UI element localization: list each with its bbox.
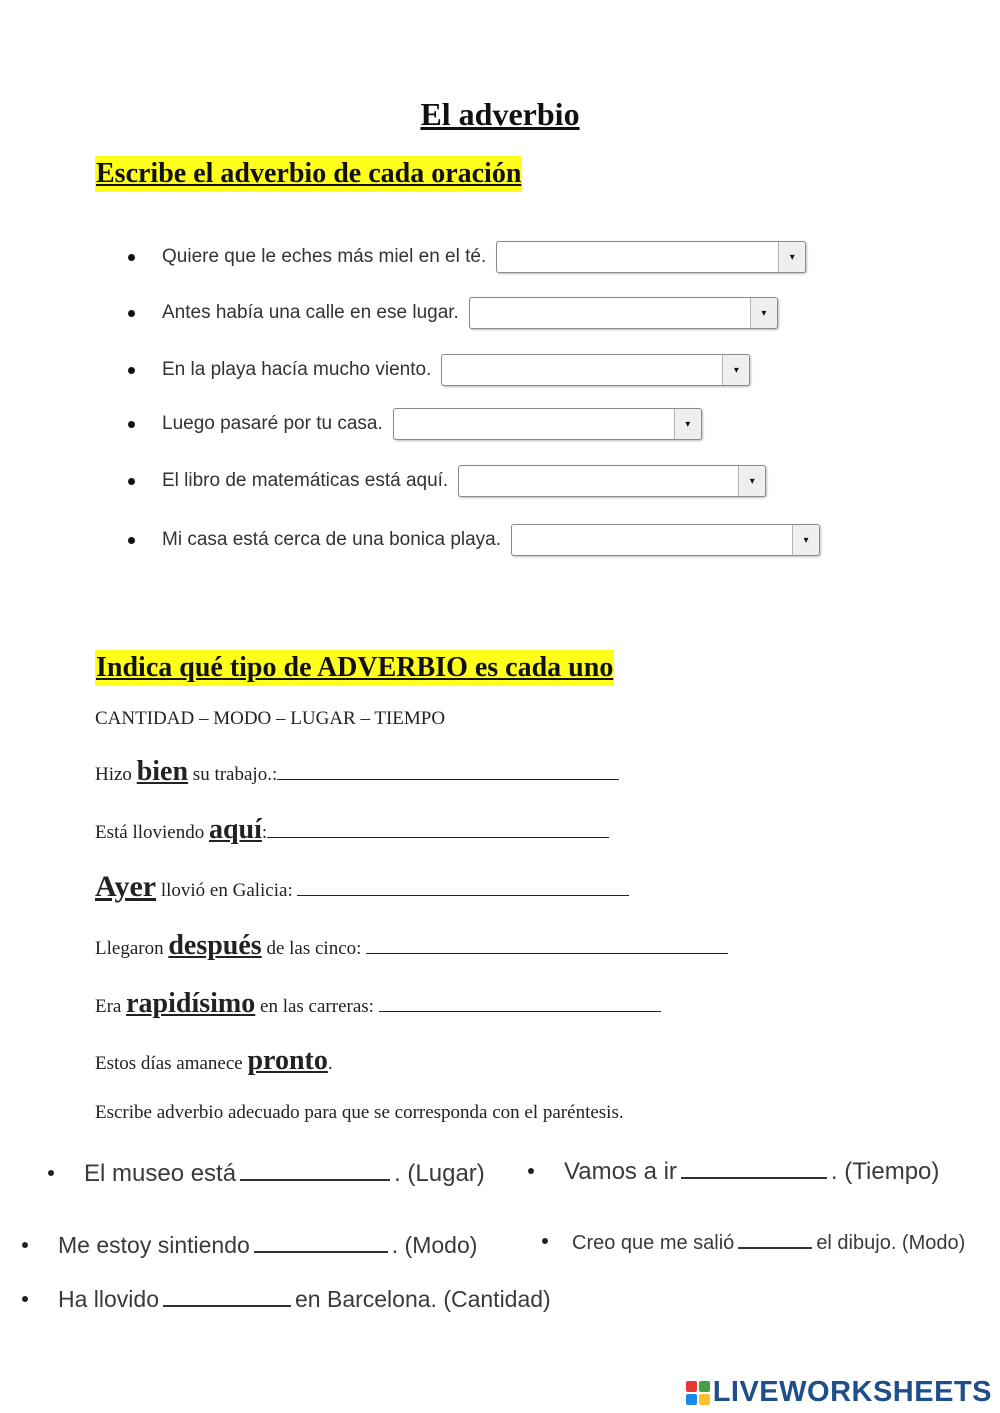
fill-in-text: Ha llovido <box>58 1286 159 1312</box>
bullet-icon <box>128 310 135 317</box>
question-row <box>128 241 806 273</box>
adverb-word: aquí <box>208 814 262 845</box>
dropdown-value <box>512 525 792 555</box>
logo-square-red <box>686 1381 697 1392</box>
exercise-line <box>95 1045 333 1077</box>
answer-dropdown[interactable] <box>441 354 750 386</box>
bullet-icon <box>48 1170 54 1176</box>
fill-in-text: Creo que me salió <box>572 1232 735 1254</box>
question-row <box>128 524 820 556</box>
adverb-word: rapidísimo <box>126 988 256 1019</box>
line-text: . <box>327 1053 333 1074</box>
dropdown-value <box>497 242 778 272</box>
answer-blank[interactable] <box>297 894 629 896</box>
line-text: Era <box>95 996 127 1017</box>
section-1-heading: Escribe el adverbio de cada oración <box>95 156 522 192</box>
bullet-icon <box>128 421 135 428</box>
logo-square-blue <box>686 1394 697 1405</box>
logo-icon <box>686 1381 710 1405</box>
adverb-word: después <box>168 930 262 961</box>
bullet-icon <box>22 1296 28 1302</box>
chevron-down-icon[interactable]: ▾ <box>778 242 805 272</box>
exercise-line <box>95 756 619 788</box>
answer-dropdown[interactable] <box>511 524 820 556</box>
logo-square-yellow <box>699 1394 710 1405</box>
line-text: : <box>261 822 268 843</box>
answer-blank[interactable] <box>738 1247 812 1249</box>
line-text: Está lloviendo <box>95 822 209 843</box>
chevron-down-icon[interactable]: ▾ <box>674 409 701 439</box>
question-row <box>128 465 766 497</box>
fill-in-text: . (Tiempo) <box>830 1158 940 1185</box>
answer-dropdown[interactable] <box>458 465 766 497</box>
bullet-icon <box>22 1242 28 1248</box>
line-text: Llegaron <box>95 938 169 959</box>
fill-in-text: . (Lugar) <box>394 1160 485 1187</box>
question-sentence: En la playa hacía mucho viento. <box>162 359 432 380</box>
line-text: Estos días amanece <box>95 1053 248 1074</box>
adverb-word: Ayer <box>95 870 157 903</box>
chevron-down-icon[interactable]: ▾ <box>722 355 749 385</box>
fill-in-text: Me estoy sintiendo <box>58 1232 250 1258</box>
question-row <box>128 354 750 386</box>
fill-in-item <box>528 1158 939 1186</box>
bullet-icon <box>542 1238 548 1244</box>
line-text: en las carreras: <box>255 996 379 1017</box>
section-2-heading: Indica qué tipo de ADVERBIO es cada uno <box>95 650 614 686</box>
adverb-types: CANTIDAD – MODO – LUGAR – TIEMPO <box>95 708 446 729</box>
answer-blank[interactable] <box>277 778 619 780</box>
exercise-line <box>95 814 609 846</box>
answer-blank[interactable] <box>366 952 728 954</box>
question-sentence: El libro de matemáticas está aquí. <box>162 470 449 491</box>
answer-blank[interactable] <box>163 1305 291 1307</box>
answer-dropdown[interactable] <box>496 241 806 273</box>
adverb-word: pronto <box>247 1045 328 1076</box>
fill-in-text: en Barcelona. (Cantidad) <box>295 1286 551 1312</box>
fill-in-text: El museo está <box>84 1160 237 1187</box>
question-sentence: Luego pasaré por tu casa. <box>162 413 383 434</box>
liveworksheets-logo <box>686 1376 992 1409</box>
bullet-icon <box>128 537 135 544</box>
chevron-down-icon[interactable]: ▾ <box>750 298 777 328</box>
fill-in-item <box>22 1286 551 1313</box>
answer-blank[interactable] <box>240 1179 390 1181</box>
bullet-icon <box>528 1168 534 1174</box>
question-row <box>128 408 702 440</box>
answer-blank[interactable] <box>267 836 609 838</box>
chevron-down-icon[interactable]: ▾ <box>738 466 765 496</box>
bullet-icon <box>128 478 135 485</box>
dropdown-value <box>394 409 674 439</box>
line-text: Hizo <box>95 764 137 785</box>
line-text: de las cinco: <box>261 938 367 959</box>
question-sentence: Quiere que le eches más miel en el té. <box>162 246 487 267</box>
fill-in-text: Vamos a ir <box>564 1158 677 1185</box>
dropdown-value <box>459 466 738 496</box>
fill-in-text: . (Modo) <box>391 1232 478 1258</box>
exercise-line <box>95 988 661 1020</box>
logo-text: LIVEWORKSHEETS <box>712 1376 992 1408</box>
bullet-icon <box>128 254 135 261</box>
page-title: El adverbio <box>420 96 580 132</box>
exercise-line <box>95 930 728 962</box>
dropdown-value <box>470 298 750 328</box>
fill-in-text: el dibujo. (Modo) <box>816 1232 966 1254</box>
chevron-down-icon[interactable]: ▾ <box>792 525 819 555</box>
exercise-line <box>95 870 629 904</box>
answer-blank[interactable] <box>681 1177 827 1179</box>
question-row <box>128 297 778 329</box>
question-sentence: Mi casa está cerca de una bonica playa. <box>162 529 502 550</box>
instruction-text: Escribe adverbio adecuado para que se corresponda con el paréntesis. <box>95 1102 624 1123</box>
answer-blank[interactable] <box>254 1251 388 1253</box>
answer-dropdown[interactable] <box>469 297 778 329</box>
fill-in-item <box>542 1232 965 1255</box>
bullet-icon <box>128 367 135 374</box>
line-text: su trabajo.: <box>188 764 278 785</box>
line-text: llovió en Galicia: <box>156 880 298 901</box>
fill-in-item <box>48 1160 485 1188</box>
adverb-word: bien <box>136 756 189 787</box>
logo-square-green <box>699 1381 710 1392</box>
answer-dropdown[interactable] <box>393 408 702 440</box>
fill-in-item <box>22 1232 477 1259</box>
dropdown-value <box>442 355 722 385</box>
answer-blank[interactable] <box>379 1010 661 1012</box>
question-sentence: Antes había una calle en ese lugar. <box>162 302 459 323</box>
